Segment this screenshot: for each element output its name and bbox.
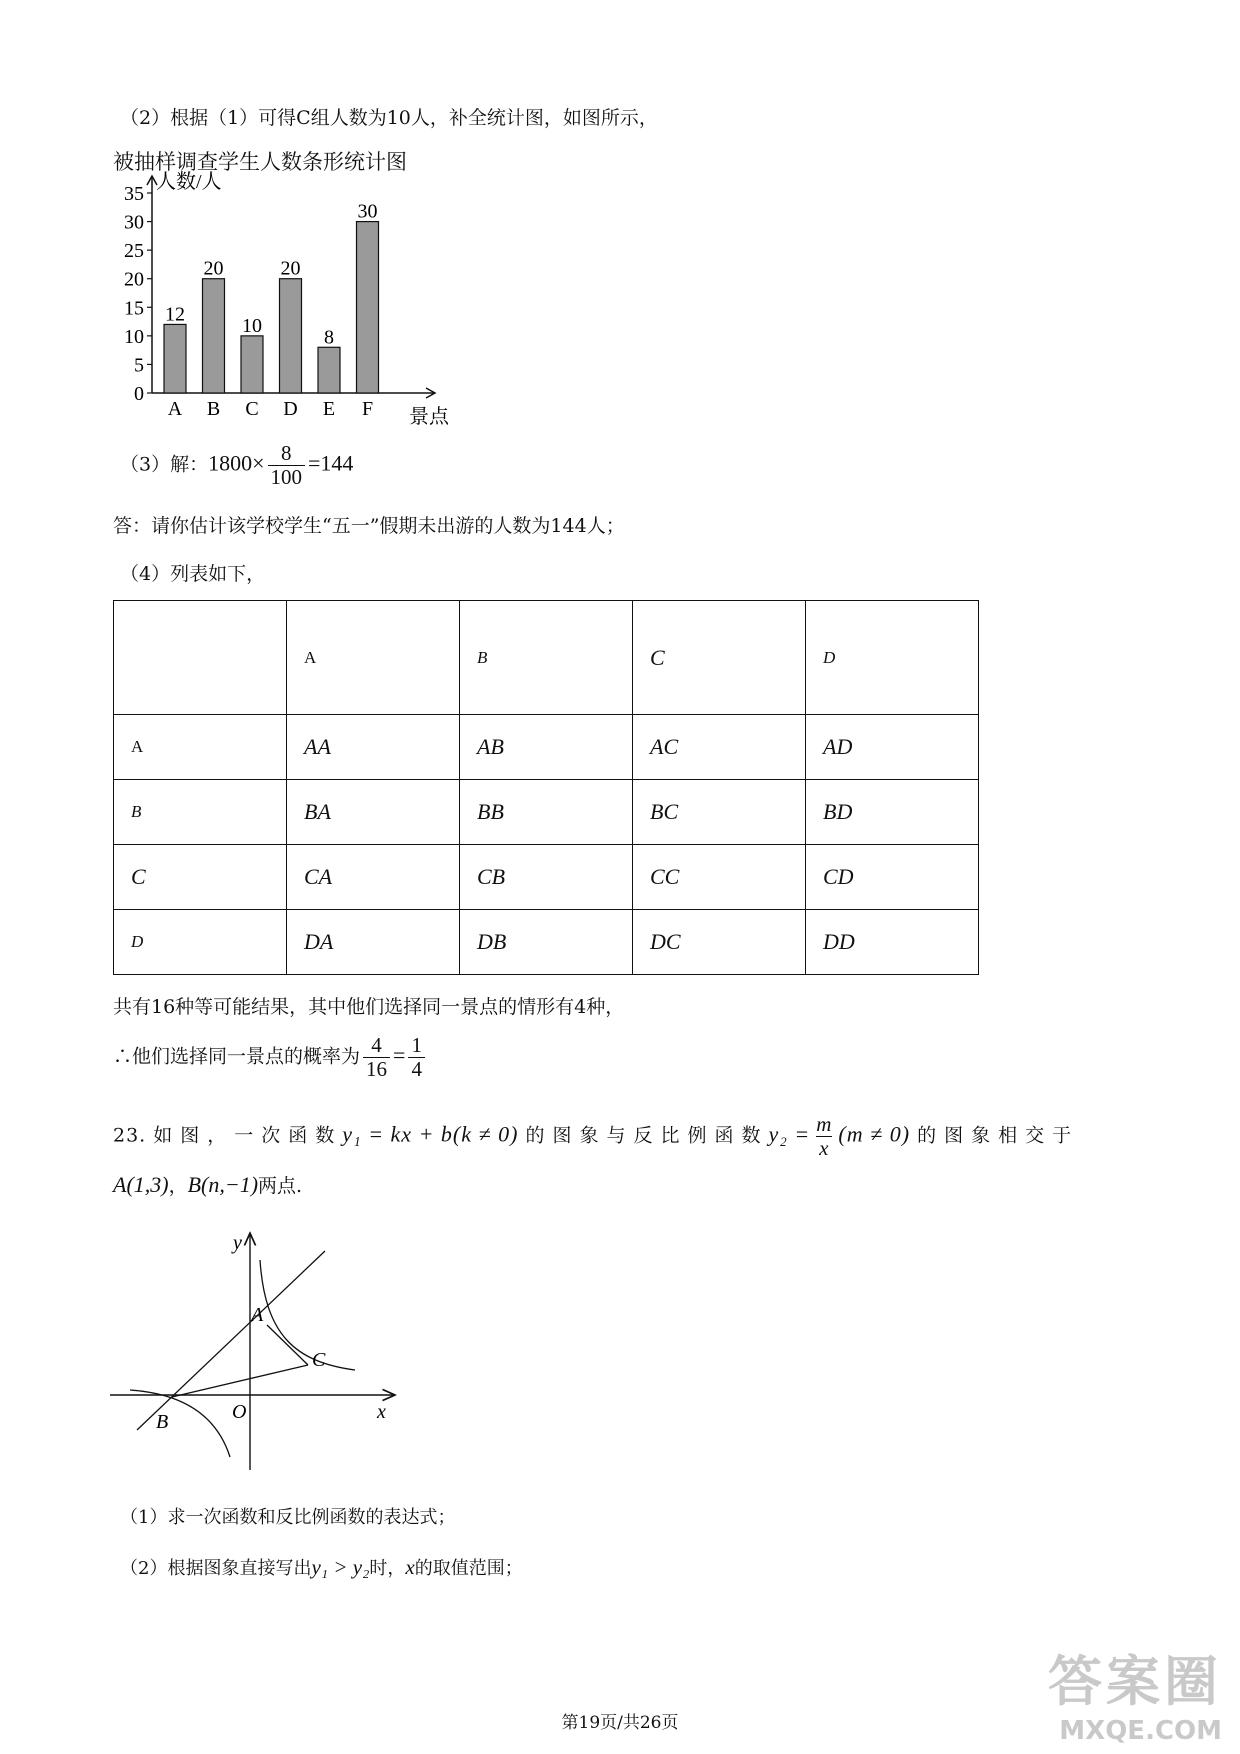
part3-lhs: 1800×	[208, 450, 265, 476]
table-cell: BB	[460, 780, 633, 845]
y-tick-label: 20	[124, 268, 144, 291]
q23-text-a: 如图，一次函数	[153, 1124, 343, 1147]
y-axis-label: 人数/人	[156, 171, 222, 193]
table-header-cell: C	[633, 601, 806, 715]
page-footer: 第19页/共26页	[561, 1713, 679, 1733]
table-header-row	[114, 601, 979, 715]
q23-m: m	[816, 1112, 833, 1136]
q23-y1: y₁ = kx + b(k ≠ 0)	[342, 1121, 519, 1147]
y-tick-label: 25	[124, 240, 144, 263]
q23-x: x	[816, 1136, 832, 1160]
prob-prefix: ∴他们选择同一景点的概率为	[113, 1045, 361, 1068]
table-cell: AC	[633, 715, 806, 780]
q23-sub2-ineq: y₁ > y₂	[311, 1555, 370, 1579]
table-header-cell: A	[287, 601, 460, 715]
q23-text-d: 两点.	[258, 1175, 303, 1197]
q23-point-a: A(1,3)	[113, 1172, 169, 1197]
y-tick-label: 30	[124, 211, 144, 234]
q23-cond: (m ≠ 0)	[838, 1121, 911, 1147]
part3-den: 100	[268, 465, 306, 489]
x-tick-label: E	[322, 398, 336, 420]
graph-label-x: x	[377, 1401, 386, 1423]
bar-chart	[110, 168, 450, 448]
y-tick-label: 15	[124, 297, 144, 320]
prob-num1: 4	[371, 1033, 382, 1057]
table-header-cell: D	[806, 601, 979, 715]
outcome-table	[113, 600, 979, 975]
q23-text-c: 的图象相交于	[917, 1124, 1080, 1147]
y-tick-label: 0	[134, 383, 144, 405]
q23-text-b: 的图象与反比例函数	[525, 1124, 769, 1147]
result-text: 共有16种等可能结果，其中他们选择同一景点的情形有4种，	[113, 996, 625, 1018]
q23-y2-lhs: y₂ =	[768, 1121, 811, 1147]
watermark-small: MXQE.COM	[1059, 1716, 1222, 1746]
prob-eq: =	[393, 1042, 406, 1068]
bar	[241, 336, 263, 393]
table-row-label: D	[114, 910, 287, 975]
table-header-cell: B	[460, 601, 633, 715]
table-cell: CA	[287, 845, 460, 910]
data-label: 30	[357, 200, 378, 223]
table-row	[114, 715, 979, 780]
data-label: 10	[242, 314, 262, 337]
graph-label-a: A	[251, 1304, 264, 1326]
graph-label-b: B	[156, 1411, 169, 1433]
y-tick-label: 35	[124, 183, 144, 205]
hyperbola-branch-1	[260, 1260, 355, 1370]
q23-y2-fraction	[813, 1113, 835, 1160]
table-cell: BD	[806, 780, 979, 845]
table-cell: BC	[633, 780, 806, 845]
table-cell: CD	[806, 845, 979, 910]
y-tick-label: 10	[124, 325, 144, 348]
prob-den2: 4	[408, 1057, 425, 1081]
table-cell: DC	[633, 910, 806, 975]
table-cell: CC	[633, 845, 806, 910]
table-cell: DD	[806, 910, 979, 975]
q23-line2	[113, 1172, 302, 1198]
data-label: 20	[280, 257, 301, 280]
q23-sub2	[120, 1555, 523, 1580]
bar	[203, 279, 225, 393]
q23-sub2-a: （2）根据图象直接写出	[120, 1558, 312, 1579]
table-cell: AA	[287, 715, 460, 780]
watermark-big: 答案圈	[1048, 1650, 1222, 1713]
chart-marks	[164, 201, 379, 420]
x-axis-label: 景点	[409, 406, 449, 428]
watermark-logo	[1048, 1639, 1222, 1746]
table-cell: DB	[460, 910, 633, 975]
table-row	[114, 845, 979, 910]
table-cell: AD	[806, 715, 979, 780]
part3-num: 8	[281, 441, 292, 465]
bar	[280, 279, 302, 393]
x-tick-label: A	[167, 398, 183, 420]
table-cell: CB	[460, 845, 633, 910]
data-label: 8	[324, 326, 334, 349]
q23-line1	[113, 1113, 1079, 1160]
x-tick-label: C	[245, 398, 259, 420]
hyperbola-branch-2	[130, 1390, 230, 1457]
q23-number: 23.	[113, 1124, 147, 1147]
part3-fraction	[268, 442, 306, 489]
q23-sub2-x: x	[405, 1555, 415, 1579]
prob-fraction-2	[408, 1034, 425, 1081]
q23-sub2-b: 时，	[369, 1558, 406, 1579]
part2-text: （2）根据（1）可得C组人数为10人，补全统计图，如图所示，	[120, 107, 658, 129]
probability-line	[113, 1034, 428, 1081]
function-graph	[105, 1225, 405, 1475]
bar	[318, 347, 340, 393]
q23-sep: ，	[168, 1175, 188, 1197]
prob-fraction-1	[363, 1034, 390, 1081]
q23-sub1: （1）求一次函数和反比例函数的表达式；	[120, 1507, 456, 1528]
part3-line	[120, 442, 353, 489]
table-row-label: C	[114, 845, 287, 910]
part4-text: （4）列表如下，	[120, 563, 266, 585]
data-label: 12	[165, 303, 185, 326]
table-cell: BA	[287, 780, 460, 845]
table-row-label: A	[114, 715, 287, 780]
table-cell: DA	[287, 910, 460, 975]
x-tick-label: D	[283, 398, 298, 420]
graph-label-o: O	[232, 1401, 247, 1423]
table-row	[114, 780, 979, 845]
segment-bc	[172, 1365, 308, 1397]
graph-label-y: y	[233, 1232, 242, 1254]
graph-label-c: C	[312, 1349, 326, 1371]
answer-text: 答：请你估计该学校学生“五一”假期未出游的人数为144人；	[113, 515, 625, 537]
table-row	[114, 910, 979, 975]
table-cell: AB	[460, 715, 633, 780]
table-corner	[114, 601, 287, 715]
table-row-label: B	[114, 780, 287, 845]
y-tick-label: 5	[134, 354, 144, 377]
q23-point-b: B(n,−1)	[187, 1172, 259, 1197]
part3-rhs: =144	[308, 450, 354, 476]
chart-title: 被抽样调查学生人数条形统计图	[113, 150, 407, 174]
data-label: 20	[203, 257, 224, 280]
line-y1	[137, 1251, 325, 1430]
prob-num2: 1	[411, 1033, 422, 1057]
part3-prefix: （3）解：	[120, 453, 209, 476]
bar	[164, 324, 186, 393]
q23-sub2-c: 的取值范围；	[414, 1558, 523, 1579]
x-tick-label: F	[361, 398, 374, 420]
bar	[357, 222, 379, 393]
prob-den1: 16	[363, 1057, 390, 1081]
x-tick-label: B	[206, 398, 221, 420]
segment-ac	[267, 1325, 308, 1365]
